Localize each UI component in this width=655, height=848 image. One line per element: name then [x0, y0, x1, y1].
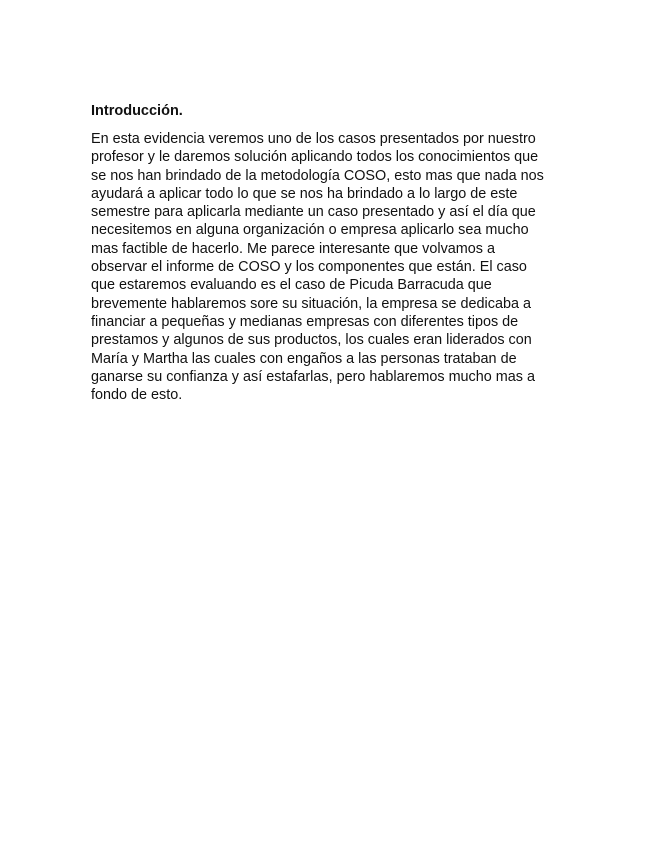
- paragraph-line: brevemente hablaremos sore su situación, la empresa se dedicaba a: [91, 295, 531, 312]
- paragraph-line: mas factible de hacerlo. Me parece interesante que volvamos a: [91, 240, 495, 257]
- paragraph-line: necesitemos en alguna organización o empresa aplicarlo sea mucho: [91, 222, 529, 239]
- document-content: [91, 102, 565, 404]
- paragraph-line: profesor y le daremos solución aplicando todos los conocimientos que: [91, 149, 539, 166]
- paragraph-line: María y Martha las cuales con engaños a las personas trataban de: [91, 350, 517, 367]
- section-heading: Introducción.: [91, 103, 183, 119]
- paragraph-line: prestamos y algunos de sus productos, los cuales eran liderados con: [91, 332, 532, 349]
- paragraph-line: fondo de esto.: [91, 387, 183, 404]
- intro-paragraph: [91, 130, 565, 404]
- paragraph-line: observar el informe de COSO y los componentes que están. El caso: [91, 259, 527, 276]
- paragraph-line: semestre para aplicarla mediante un caso presentado y así el día que: [91, 204, 536, 221]
- paragraph-line: En esta evidencia veremos uno de los casos presentados por nuestro: [91, 131, 536, 147]
- paragraph-line: ganarse su confianza y así estafarlas, pero hablaremos mucho mas a: [91, 368, 535, 385]
- paragraph-line: que estaremos evaluando es el caso de Picuda Barracuda que: [91, 277, 492, 294]
- paragraph-line: financiar a pequeñas y medianas empresas con diferentes tipos de: [91, 313, 519, 330]
- paragraph-line: se nos han brindado de la metodología COSO, esto mas que nada nos: [91, 167, 544, 184]
- paragraph-line: ayudará a aplicar todo lo que se nos ha brindado a lo largo de este: [91, 185, 518, 202]
